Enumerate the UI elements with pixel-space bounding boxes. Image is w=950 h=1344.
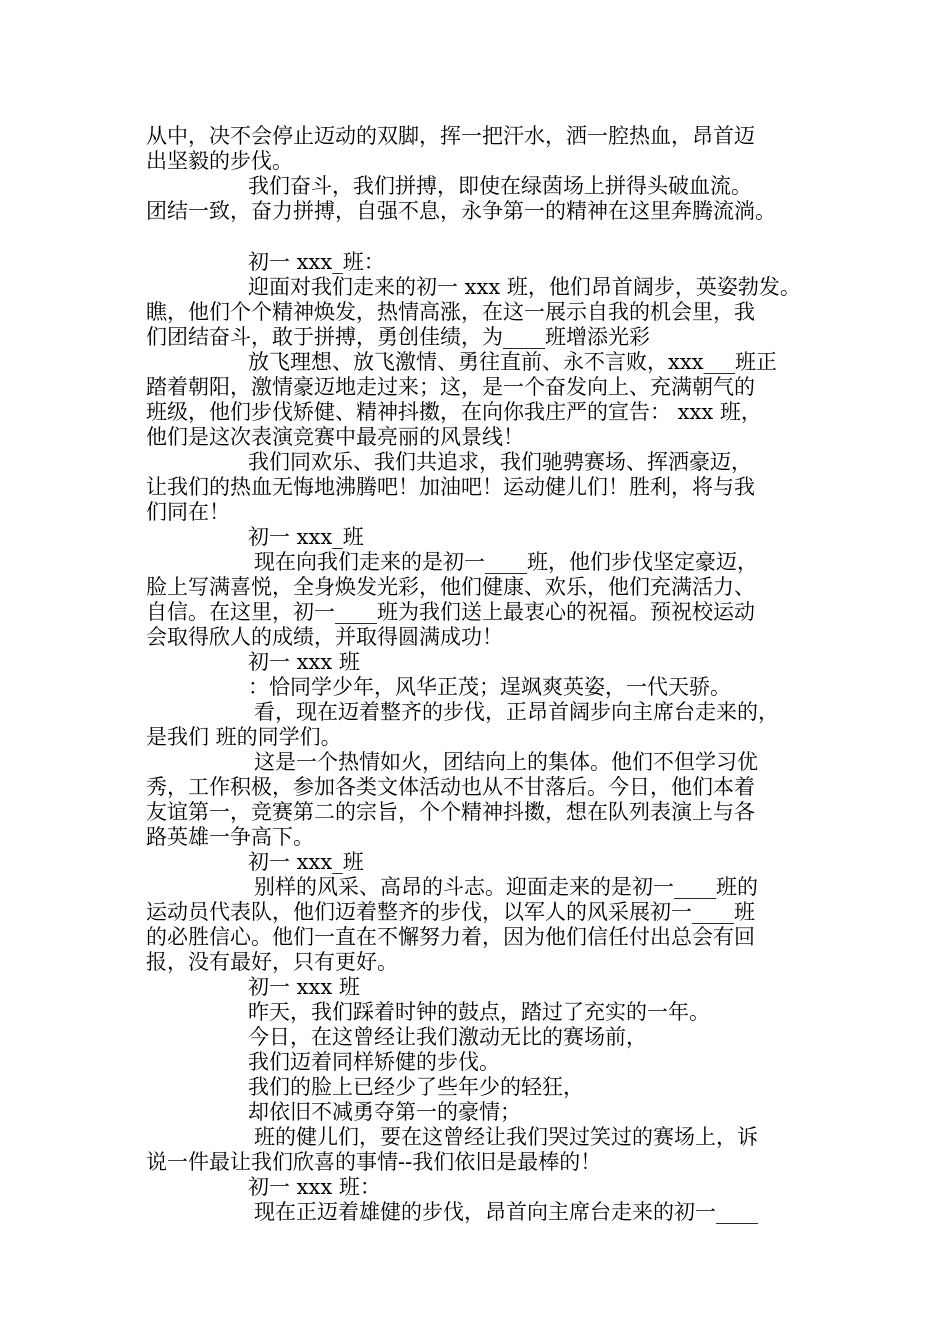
text-line: 迎面对我们走来的初一 xxx 班，他们昂首阔步，英姿勃发。 (248, 275, 801, 299)
text-line: 放飞理想、放飞激情、勇往直前、永不言败，xxx___班正 (248, 350, 778, 374)
text-line: 出坚毅的步伐。 (146, 149, 293, 173)
class-heading: 初一 xxx 班： (248, 1175, 381, 1199)
text-line: 今日，在这曾经让我们激动无比的赛场前， (248, 1025, 647, 1049)
text-line: 说一件最让我们欣喜的事情--我们依旧是最棒的！ (146, 1150, 602, 1174)
text-line: 我们的脸上已经少了些年少的轻狂， (248, 1075, 584, 1099)
text-line: 秀，工作积极，参加各类文体活动也从不甘落后。今日，他们本着 (146, 775, 755, 799)
class-heading: 初一 xxx 班 (248, 975, 360, 999)
text-line: 昨天，我们踩着时钟的鼓点，踏过了充实的一年。 (248, 1000, 710, 1024)
class-heading: 初一 xxx_班 (248, 525, 364, 549)
text-line: 会取得欣人的成绩，并取得圆满成功！ (146, 625, 503, 649)
text-line: 现在向我们走来的是初一____班，他们步伐坚定豪迈， (254, 550, 758, 574)
text-line: 他们是这次表演竞赛中最亮丽的风景线！ (146, 425, 524, 449)
text-line: 们团结奋斗，敢于拼搏，勇创佳绩，为____班增添光彩 (146, 325, 650, 349)
text-line: 瞧，他们个个精神焕发，热情高涨，在这一展示自我的机会里，我 (146, 300, 755, 324)
text-line: 却依旧不减勇夺第一的豪情； (248, 1100, 521, 1124)
text-line: ：恰同学少年，风华正茂；逞飒爽英姿，一代天骄。 (248, 675, 731, 699)
text-line: 我们奋斗，我们拼搏，即使在绿茵场上拼得头破血流。 (248, 174, 752, 198)
text-line: 从中，决不会停止迈动的双脚，挥一把汗水，洒一腔热血，昂首迈 (146, 124, 755, 148)
text-line: 的必胜信心。他们一直在不懈努力着，因为他们信任付出总会有回 (146, 925, 755, 949)
text-line: 让我们的热血无悔地沸腾吧！加油吧！运动健儿们！胜利，将与我 (146, 475, 755, 499)
text-line: 看，现在迈着整齐的步伐，正昂首阔步向主席台走来的， (254, 700, 779, 724)
text-line: 别样的风采、高昂的斗志。迎面走来的是初一____班的 (254, 875, 758, 899)
text-line: 是我们 班的同学们。 (146, 725, 342, 749)
text-line: 路英雄一争高下。 (146, 825, 314, 849)
text-line: 脸上写满喜悦，全身焕发光彩，他们健康、欢乐，他们充满活力、 (146, 575, 755, 599)
text-line: 运动员代表队，他们迈着整齐的步伐，以军人的风采展初一____班 (146, 900, 755, 924)
text-line: 踏着朝阳，激情豪迈地走过来；这，是一个奋发向上、充满朝气的 (146, 375, 755, 399)
text-line: 我们同欢乐、我们共追求，我们驰骋赛场、挥洒豪迈， (248, 450, 752, 474)
text-line: 友谊第一，竞赛第二的宗旨，个个精神抖擞，想在队列表演上与各 (146, 800, 755, 824)
text-line: 我们迈着同样矫健的步伐。 (248, 1050, 500, 1074)
class-heading: 初一 xxx_班 (248, 850, 364, 874)
text-line: 班级，他们步伐矫健、精神抖擞，在向你我庄严的宣告： xxx 班， (146, 400, 762, 424)
text-line: 现在正迈着雄健的步伐，昂首向主席台走来的初一____ (254, 1200, 758, 1224)
text-line: 团结一致，奋力拼搏，自强不息，永争第一的精神在这里奔腾流淌。 (146, 199, 776, 223)
class-heading: 初一 xxx_班： (248, 250, 385, 274)
text-line: 自信。在这里，初一____班为我们送上最衷心的祝福。预祝校运动 (146, 600, 755, 624)
text-line: 报，没有最好，只有更好。 (146, 950, 398, 974)
text-line: 这是一个热情如火，团结向上的集体。他们不但学习优 (254, 750, 758, 774)
text-line: 班的健儿们，要在这曾经让我们哭过笑过的赛场上，诉 (254, 1125, 758, 1149)
class-heading: 初一 xxx 班 (248, 650, 360, 674)
text-line: 们同在！ (146, 500, 230, 524)
